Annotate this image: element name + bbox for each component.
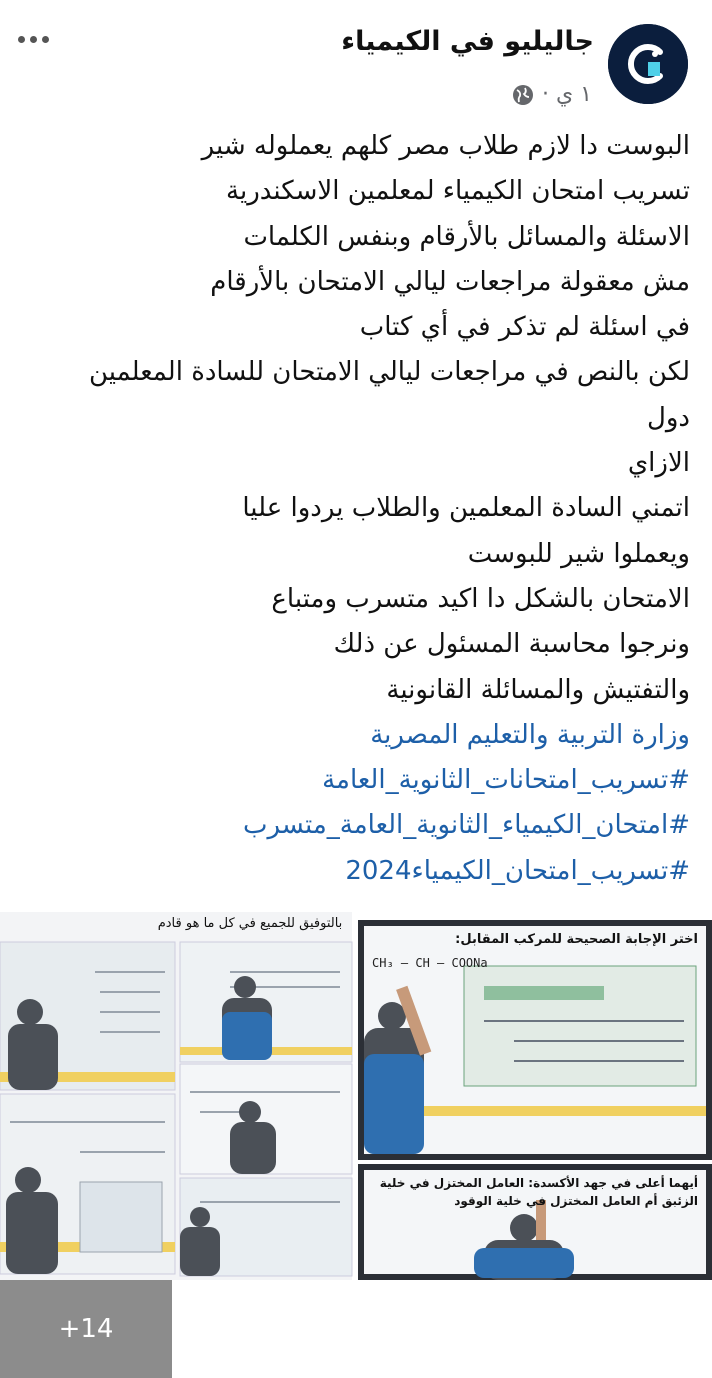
post-line: الامتحان بالشكل دا اكيد متسرب ومتباع — [271, 583, 690, 614]
more-photos-count: +14 — [58, 1314, 114, 1344]
dot-icon — [30, 36, 37, 43]
exam-photo-2[interactable] — [358, 1164, 712, 1280]
question-text: اختر الإجابة الصحيحة للمركب المقابل: — [455, 932, 698, 947]
hashtag-link[interactable]: #تسريب_امتحان_الكيمياء2024 — [345, 855, 690, 886]
hashtag-link[interactable]: #تسريب_امتحانات_الثانوية_العامة — [322, 765, 690, 796]
page-avatar[interactable] — [608, 24, 688, 104]
dot-icon — [42, 36, 49, 43]
more-photos-overlay[interactable] — [0, 1280, 172, 1378]
galileo-logo-icon — [608, 24, 688, 104]
exam-photo-1[interactable] — [358, 920, 712, 1160]
collage-image — [0, 912, 352, 1280]
more-options-button[interactable] — [18, 26, 62, 52]
post-line: اتمني السادة المعلمين والطلاب يردوا عليا — [242, 493, 690, 524]
page-name[interactable]: جاليليو في الكيمياء — [341, 26, 594, 57]
post-line: في اسئلة لم تذكر في أي كتاب — [359, 312, 690, 343]
post-line: تسريب امتحان الكيمياء لمعلمين الاسكندرية — [226, 176, 690, 207]
post-time[interactable]: ١ ي · — [541, 82, 592, 107]
post-line: دول — [646, 402, 690, 433]
globe-icon — [512, 84, 534, 106]
post-line: ونرجوا محاسبة المسئول عن ذلك — [333, 629, 690, 660]
post-header — [0, 0, 712, 120]
post-line: مش معقولة مراجعات ليالي الامتحان بالأرقام — [210, 266, 690, 297]
post-line: لكن بالنص في مراجعات ليالي الامتحان للسادة المعلمين — [88, 357, 690, 388]
dot-icon — [18, 36, 25, 43]
photo-collage[interactable] — [0, 912, 352, 1344]
collage-caption: بالتوفيق للجميع في كل ما هو قادم — [157, 916, 343, 931]
post-text — [20, 124, 690, 894]
post-line: والتفتيش والمسائلة القانونية — [386, 674, 690, 705]
formula-text: CH₃ – CH – COONa — [372, 956, 488, 970]
post-line: الاسئلة والمسائل بالأرقام وبنفس الكلمات — [243, 221, 690, 252]
post-line: البوست دا لازم طلاب مصر كلهم يعملوله شير — [201, 131, 690, 161]
post-meta — [512, 82, 592, 107]
post-line: الازاي — [627, 448, 690, 479]
post-line: ويعملوا شير للبوست — [467, 538, 690, 569]
question-text: أيهما أعلى في جهد الأكسدة: العامل المختزل في خلية الزئبق أم العامل المختزل في خلية الوقود — [379, 1176, 698, 1208]
hashtag-link[interactable]: #امتحان_الكيمياء_الثانوية_العامة_متسرب — [243, 810, 690, 841]
ministry-link[interactable]: وزارة التربية والتعليم المصرية — [370, 719, 690, 750]
photo-gallery — [0, 912, 712, 1344]
